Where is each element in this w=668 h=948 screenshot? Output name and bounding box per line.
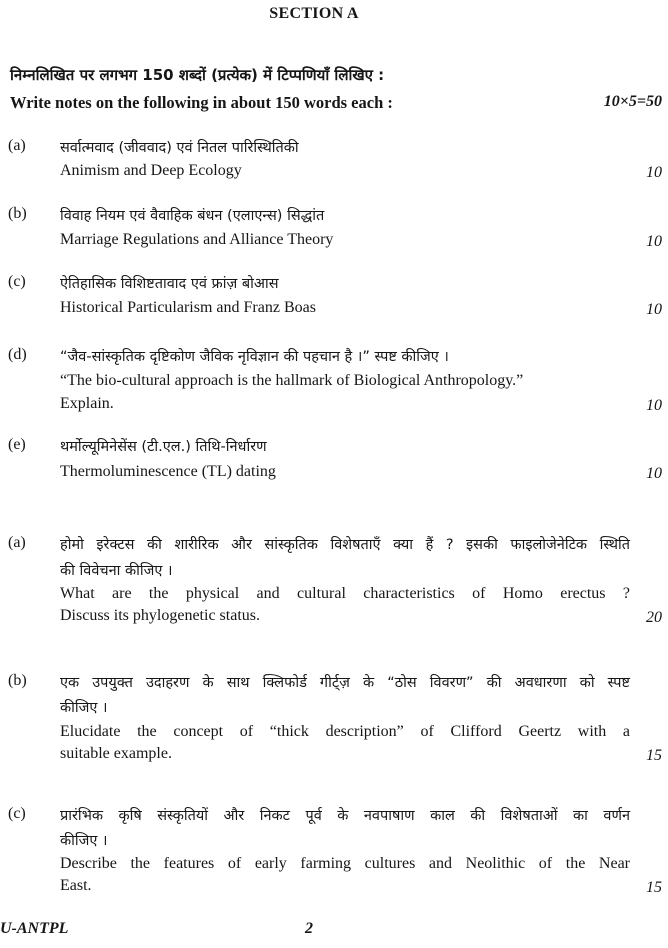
q2a-english-line1: What are the physical and cultural characteristics of Homo erectus ? <box>60 585 630 602</box>
q1d-label: (d) <box>8 346 27 363</box>
q2a-hindi-line2: की विवेचना कीजिए । <box>60 563 173 579</box>
q2a-marks: 20 <box>646 609 662 626</box>
q2c-hindi-line1: प्रारंभिक कृषि संस्कृतियों और निकट पूर्व के नवपाषाण काल की विशेषताओं का वर्णन <box>60 808 630 824</box>
q2a-hindi-line1: होमो इरेक्टस की शारीरिक और सांस्कृतिक विशेषताएँ क्या हैं ? इसकी फाइलोजेनेटिक स्थिति <box>60 537 630 553</box>
instructions-marks: 10×5=50 <box>603 93 662 110</box>
q1c-label: (c) <box>8 273 26 290</box>
page-number: 2 <box>305 920 313 937</box>
q2a-label: (a) <box>8 534 26 551</box>
q1e-marks: 10 <box>646 465 662 482</box>
q1d-hindi: “जैव-सांस्कृतिक दृष्टिकोण जैविक नृविज्ञान की पहचान है ।” स्पष्ट कीजिए । <box>60 349 449 365</box>
q1e-label: (e) <box>8 436 26 453</box>
section-title: SECTION A <box>269 5 359 22</box>
q2b-english-line1: Elucidate the concept of “thick description” of Clifford Geertz with a <box>60 723 630 740</box>
q1e-english: Thermoluminescence (TL) dating <box>60 463 276 480</box>
q2b-label: (b) <box>8 672 27 689</box>
q2b-hindi-line1: एक उपयुक्त उदाहरण के साथ क्लिफोर्ड गीर्ट्ज़ के “ठोस विवरण” की अवधारणा को स्पष्ट <box>60 675 630 691</box>
q2c-english-line2: East. <box>60 877 92 894</box>
q2c-hindi-line2: कीजिए । <box>60 833 108 849</box>
q1d-english-line2: Explain. <box>60 395 114 412</box>
q1c-english: Historical Particularism and Franz Boas <box>60 299 316 316</box>
q2a-english-line2: Discuss its phylogenetic status. <box>60 607 260 624</box>
q1d-english-line1: “The bio-cultural approach is the hallmark of Biological Anthropology.” <box>60 372 524 389</box>
instructions-english: Write notes on the following in about 150 words each : <box>10 93 393 112</box>
q2c-marks: 15 <box>646 879 662 896</box>
q1b-hindi: विवाह नियम एवं वैवाहिक बंधन (एलाएन्स) सिद्धांत <box>60 208 325 224</box>
q1a-label: (a) <box>8 137 26 154</box>
q1e-hindi: थर्मोल्यूमिनेसेंस (टी.एल.) तिथि-निर्धारण <box>60 439 267 455</box>
q1b-label: (b) <box>8 205 27 222</box>
q1c-hindi: ऐतिहासिक विशिष्टतावाद एवं फ्रांज़ बोआस <box>60 276 279 292</box>
q1a-english: Animism and Deep Ecology <box>60 162 242 179</box>
q2b-hindi-line2: कीजिए । <box>60 700 108 716</box>
q2c-english-line1: Describe the features of early farming cultures and Neolithic of the Near <box>60 855 630 872</box>
q1c-marks: 10 <box>646 301 662 318</box>
q1b-marks: 10 <box>646 233 662 250</box>
instructions-hindi: निम्नलिखित पर लगभग 150 शब्दों (प्रत्येक) में टिप्पणियाँ लिखिए : <box>10 66 385 84</box>
q1a-hindi: सर्वात्मवाद (जीववाद) एवं नितल पारिस्थितिकी <box>60 140 299 156</box>
q1b-english: Marriage Regulations and Alliance Theory <box>60 231 334 248</box>
q1a-marks: 10 <box>646 164 662 181</box>
paper-code: U-ANTPL <box>0 920 69 937</box>
q1d-marks: 10 <box>646 397 662 414</box>
q2c-label: (c) <box>8 805 26 822</box>
q2b-english-line2: suitable example. <box>60 745 172 762</box>
q2b-marks: 15 <box>646 747 662 764</box>
